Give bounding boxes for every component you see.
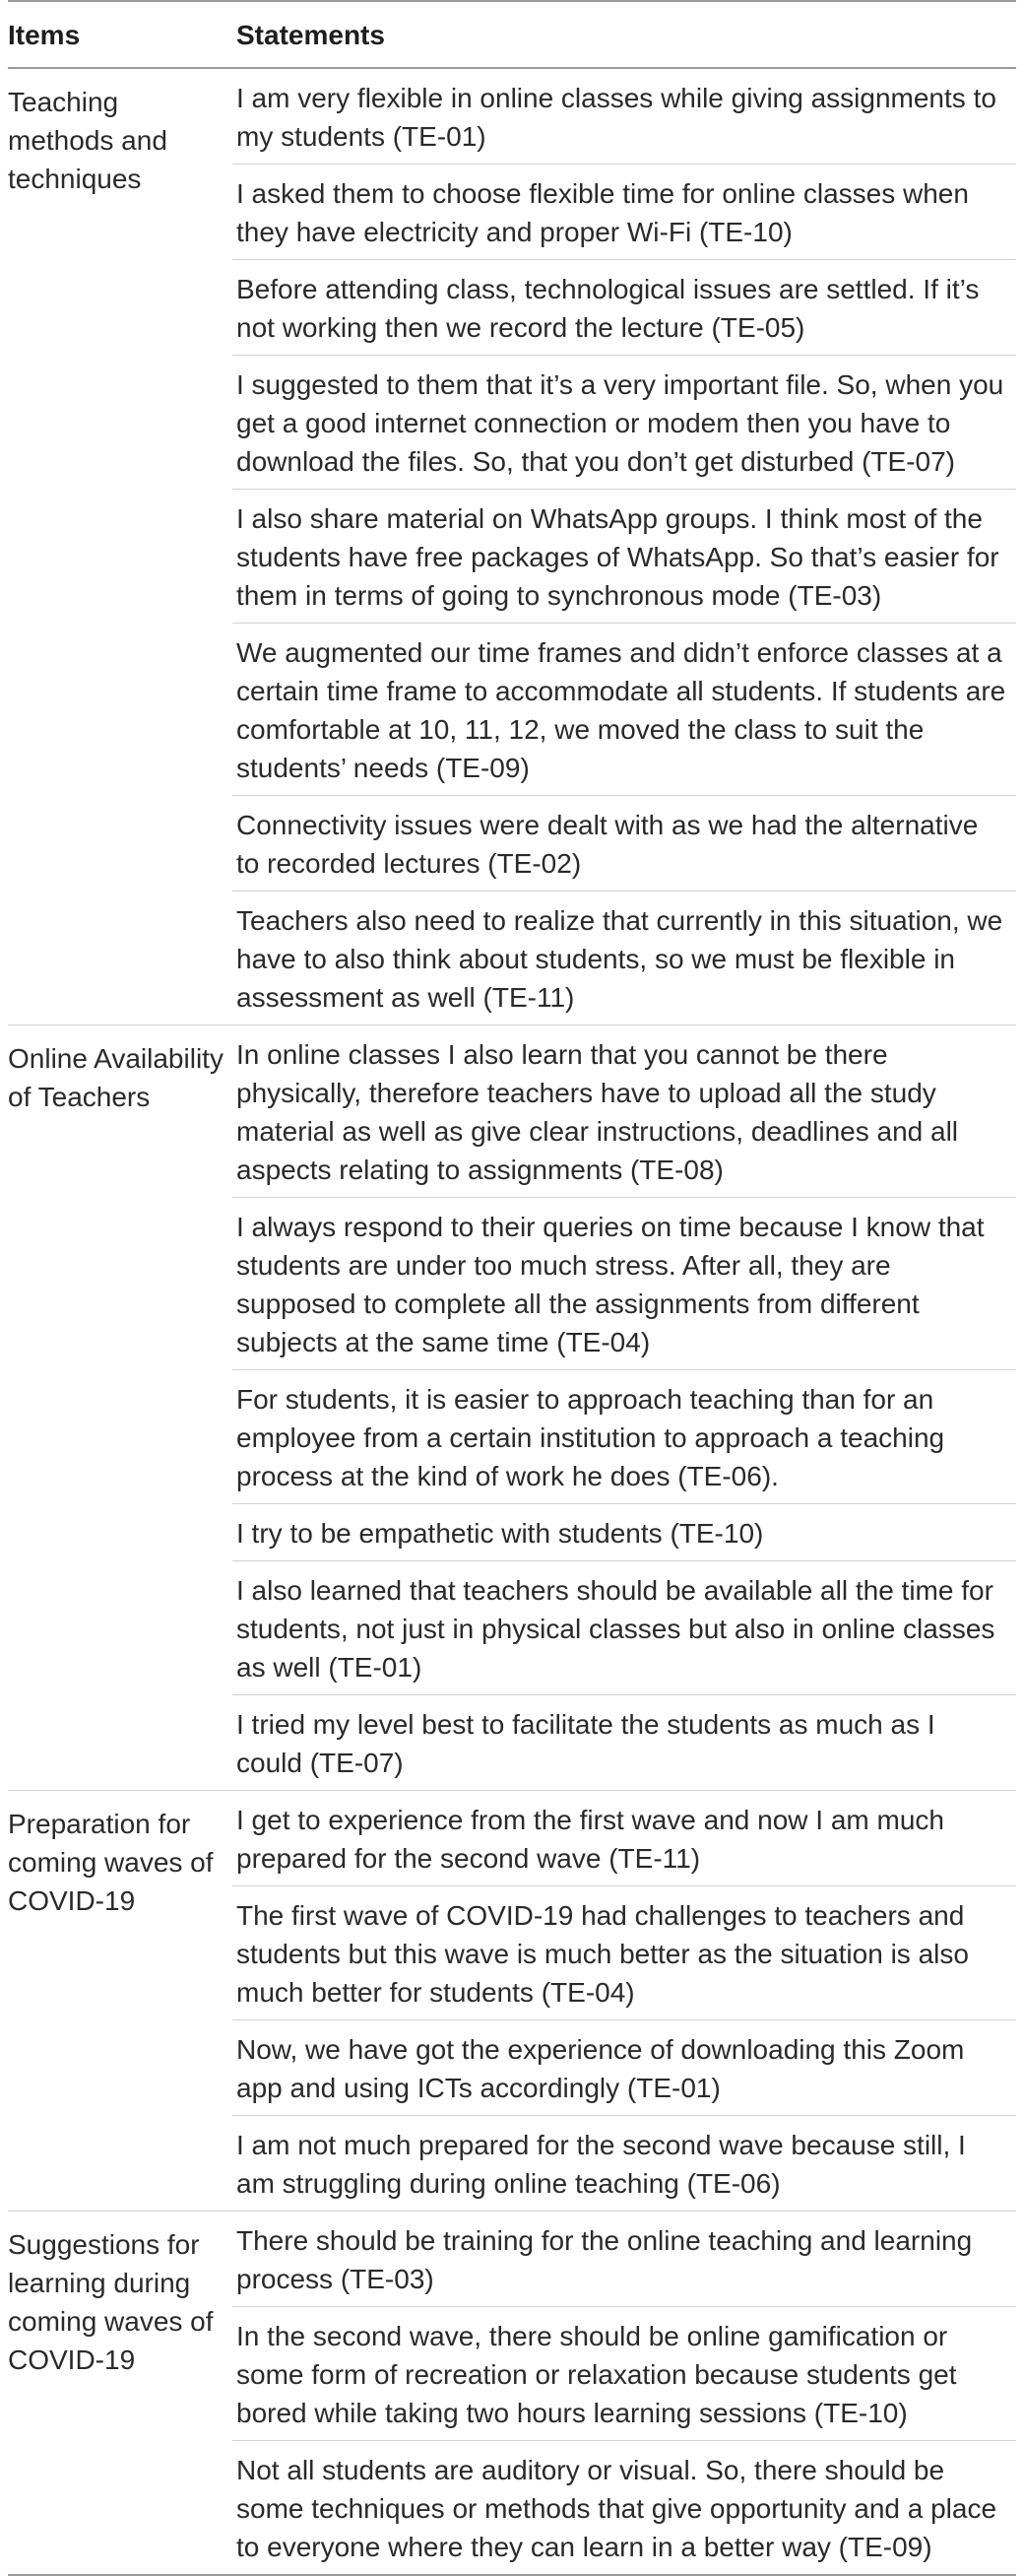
statements-cell <box>232 68 1016 1025</box>
statement: I am not much prepared for the second wave because still, I am struggling during online teaching (TE-06) <box>236 2130 966 2199</box>
statements-cell <box>232 2212 1016 2576</box>
statements-column-header: Statements <box>232 1 1016 68</box>
statement: We augmented our time frames and didn’t enforce classes at a certain time frame to accommodate all students. If students are comfortable at 10, 11, 12, we moved the class to suit the students’ needs (TE-09) <box>232 624 1016 796</box>
statement: I tried my level best to facilitate the students as much as I could (TE-07) <box>236 1709 935 1778</box>
items-column-header: Items <box>8 1 232 68</box>
statement: In online classes I also learn that you cannot be there physically, therefore teachers have to upload all the study material as well as give clear instructions, deadlines and all aspects relating to assignments (TE-08) <box>232 1025 1016 1198</box>
statement: Not all students are auditory or visual. So, there should be some techniques or methods that give opportunity and a place to everyone where they can learn in a better way (TE-09) <box>236 2455 997 2562</box>
item-label: Online Availability of Teachers <box>8 1025 232 1791</box>
statement: I suggested to them that it’s a very important file. So, when you get a good internet connection or modem then you have to download the files. So, that you don’t get disturbed (TE-07) <box>232 356 1016 490</box>
statement: I am very flexible in online classes while giving assignments to my students (TE-01) <box>232 69 1016 165</box>
statement: There should be training for the online teaching and learning process (TE-03) <box>232 2212 1016 2307</box>
table-row-group <box>8 1791 1016 2212</box>
table-row-group <box>8 1025 1016 1791</box>
statement: For students, it is easier to approach teaching than for an employee from a certain institution to approach a teaching process at the kind of work he does (TE-06). <box>232 1370 1016 1504</box>
table-row-group <box>8 2212 1016 2576</box>
statement: I get to experience from the first wave and now I am much prepared for the second wave (TE-11) <box>232 1791 1016 1886</box>
statement: Teachers also need to realize that currently in this situation, we have to also think about students, so we must be flexible in assessment as well (TE-11) <box>236 905 1003 1013</box>
statement: I always respond to their queries on time because I know that students are under too much stress. After all, they are supposed to complete all the assignments from different subjects at the same time (TE-04) <box>232 1198 1016 1370</box>
statements-table-container <box>8 0 1016 2576</box>
item-label: Suggestions for learning during coming waves of COVID-19 <box>8 2212 232 2576</box>
item-label: Preparation for coming waves of COVID-19 <box>8 1791 232 2212</box>
table-header <box>8 1 1016 68</box>
statement: Before attending class, technological issues are settled. If it’s not working then we record the lecture (TE-05) <box>232 260 1016 356</box>
table-body <box>8 68 1016 2575</box>
statement: I also share material on WhatsApp groups. I think most of the students have free packages of WhatsApp. So that’s easier for them in terms of going to synchronous mode (TE-03) <box>232 490 1016 624</box>
statement: Now, we have got the experience of downloading this Zoom app and using ICTs accordingly (TE-01) <box>232 2020 1016 2116</box>
statements-cell <box>232 1025 1016 1791</box>
statement: I try to be empathetic with students (TE-10) <box>232 1504 1016 1561</box>
item-label: Teaching methods and techniques <box>8 68 232 1025</box>
header-row <box>8 1 1016 68</box>
statement: I asked them to choose flexible time for online classes when they have electricity and proper Wi-Fi (TE-10) <box>232 165 1016 260</box>
statements-table <box>8 0 1016 2576</box>
statement: In the second wave, there should be online gamification or some form of recreation or relaxation because students get bored while taking two hours learning sessions (TE-10) <box>232 2307 1016 2441</box>
statement: The first wave of COVID-19 had challenges to teachers and students but this wave is much better as the situation is also much better for students (TE-04) <box>232 1886 1016 2020</box>
statement: Connectivity issues were dealt with as we had the alternative to recorded lectures (TE-02) <box>232 796 1016 892</box>
statements-cell <box>232 1791 1016 2212</box>
statement: I also learned that teachers should be available all the time for students, not just in physical classes but also in online classes as well (TE-01) <box>232 1561 1016 1695</box>
table-row-group <box>8 68 1016 1025</box>
